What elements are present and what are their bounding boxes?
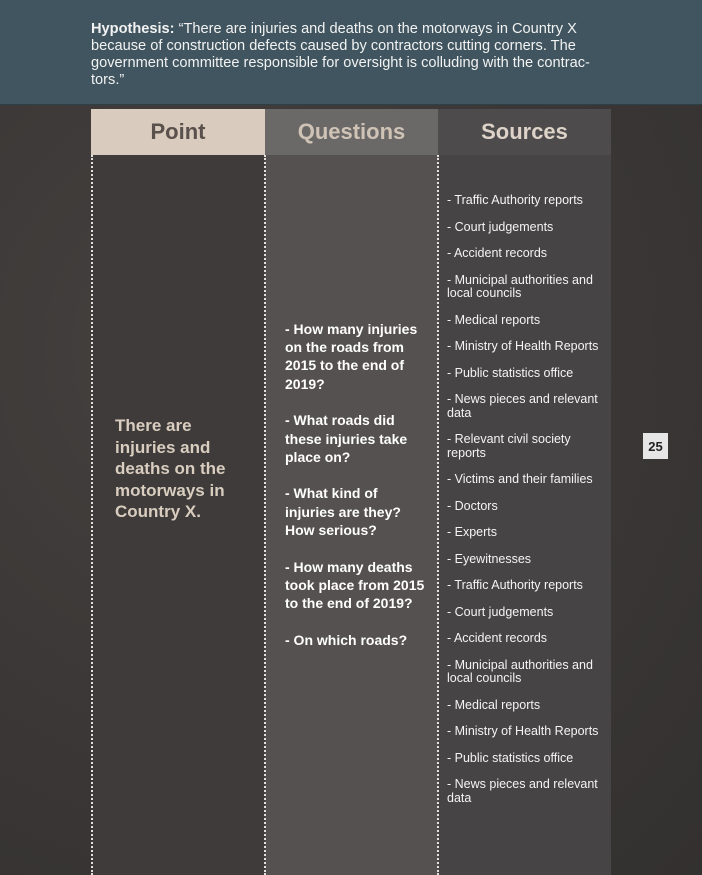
page-number: 25	[643, 433, 668, 459]
source-item: - Eyewitnesses	[447, 551, 532, 566]
questions-column	[265, 109, 438, 875]
point-text: There are injuries and deaths on the motorways in Country X.	[115, 416, 226, 521]
source-item: - Experts	[447, 525, 498, 539]
source-item: - Victims and their families	[447, 472, 593, 486]
source-item: - Accident records	[447, 631, 548, 645]
hypothesis-body: “There are injuries and deaths on the motorways in Country X because of construction defects caused by contractors cutting corners. The government committee responsible for oversight is colluding with the contractors.”	[91, 21, 590, 88]
questions-header: Questions	[265, 109, 438, 155]
dotted-divider	[91, 155, 93, 875]
source-item: - Municipal authorities and local councils	[447, 272, 593, 300]
source-item: - Public statistics office	[447, 750, 574, 765]
source-item: - Ministry of Health Reports	[447, 339, 599, 353]
source-item: - Traffic Authority reports	[447, 193, 583, 207]
question-item: - What kind of injuries are they? How serious?	[285, 485, 401, 538]
source-item: - Traffic Authority reports	[447, 578, 583, 592]
source-item: - News pieces and relevant data	[447, 777, 598, 805]
question-item: - How many deaths took place from 2015 to the end of 2019?	[285, 558, 425, 611]
source-item: - Court judgements	[447, 219, 554, 234]
source-item: - Ministry of Health Reports	[447, 724, 599, 738]
source-item: - Medical reports	[447, 697, 541, 712]
sources-header: Sources	[438, 109, 611, 155]
point-header: Point	[91, 109, 265, 155]
question-item: - What roads did these injuries take place on?	[285, 412, 408, 465]
question-item: - On which roads?	[285, 631, 408, 648]
source-item: - Doctors	[447, 498, 498, 513]
source-item: - Court judgements	[447, 604, 554, 619]
questions-list	[285, 320, 425, 667]
sources-column	[438, 109, 611, 875]
source-item: - Accident records	[447, 246, 548, 260]
source-item: - Public statistics office	[447, 365, 574, 380]
dotted-divider	[437, 155, 439, 875]
hypothesis-banner	[0, 0, 702, 105]
hypothesis-text	[91, 21, 615, 89]
source-item: - News pieces and relevant data	[447, 392, 598, 420]
source-item: - Relevant civil society reports	[447, 432, 571, 460]
hypothesis-label: Hypothesis:	[91, 21, 175, 37]
sources-list	[447, 194, 607, 818]
source-item: - Medical reports	[447, 312, 541, 327]
question-item: - How many injuries on the roads from 2015 to the end of 2019?	[285, 321, 418, 392]
dotted-divider	[264, 155, 266, 875]
source-item: - Municipal authorities and local councils	[447, 657, 593, 685]
point-column	[91, 109, 265, 875]
